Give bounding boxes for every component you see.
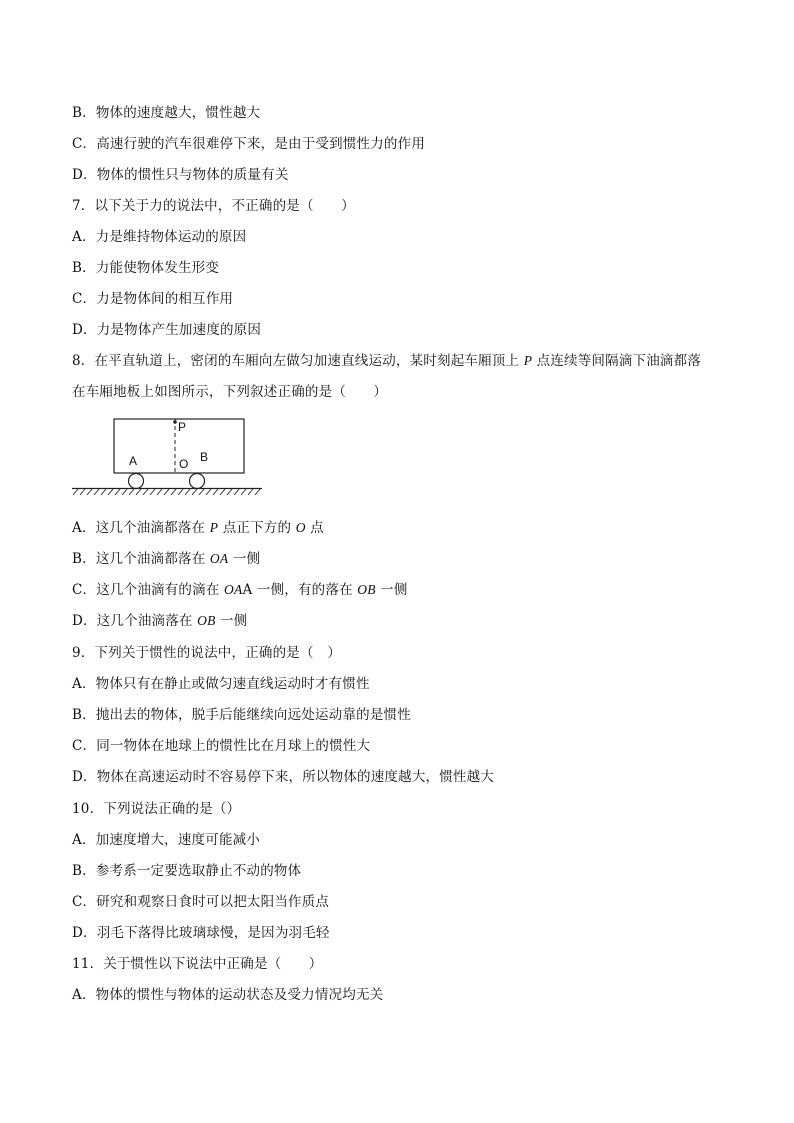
o8a-t2: 点正下方的 (218, 520, 296, 536)
o8b-t2: 一侧 (228, 551, 261, 567)
option-8c (72, 581, 408, 599)
option-7b: B．力能使物体发生形变 (72, 260, 220, 276)
question-10: 10．下列说法正确的是（） (72, 801, 241, 817)
o8d-t2: 一侧 (215, 613, 248, 629)
option-6b: B．物体的速度越大，惯性越大 (72, 105, 261, 121)
o8b-t1: B．这几个油滴都落在 (72, 551, 210, 567)
option-9d: D．物体在高速运动时不容易停下来，所以物体的速度越大，惯性越大 (72, 769, 495, 785)
o8a-p: P (209, 520, 219, 535)
question-8-line-2: 在车厢地板上如图所示，下列叙述正确的是（ ） (72, 384, 388, 400)
q8-text-1: 8．在平直轨道上，密闭的车厢向左做匀加速直线运动，某时刻起车厢顶上 (72, 353, 524, 369)
option-8b (72, 550, 260, 568)
option-10a: A．加速度增大，速度可能减小 (72, 832, 261, 848)
question-9: 9．下列关于惯性的说法中，正确的是（ ） (72, 645, 342, 661)
o8c-ob: OB (357, 582, 376, 597)
o8d-ob: OB (197, 613, 216, 628)
point-p-dot (173, 420, 177, 424)
label-b: B (200, 450, 209, 464)
option-11a: A．物体的惯性与物体的运动状态及受力情况均无关 (72, 987, 384, 1003)
label-o: O (179, 457, 189, 471)
option-7d: D．力是物体产生加速度的原因 (72, 322, 262, 338)
question-8-line-1 (72, 352, 701, 370)
o8a-o: O (295, 520, 306, 535)
option-10b: B．参考系一定要选取静止不动的物体 (72, 863, 302, 879)
option-10d: D．羽毛下落得比玻璃球慢，是因为羽毛轻 (72, 925, 330, 941)
train-car-figure (72, 415, 264, 495)
option-6c: C．高速行驶的汽车很难停下来，是由于受到惯性力的作用 (72, 136, 426, 152)
label-p: P (178, 420, 187, 434)
o8c-t1: C．这几个油滴有的滴在 (72, 582, 225, 598)
question-11: 11．关于惯性以下说法中正确是（ ） (72, 956, 323, 972)
o8c-oa: OA (224, 582, 243, 597)
question-7: 7．以下关于力的说法中，不正确的是（ ） (72, 198, 355, 214)
q8-point-p: P (523, 353, 533, 368)
o8c-t2: A 一侧，有的落在 (242, 582, 358, 598)
label-a: A (129, 454, 138, 468)
o8c-t3: 一侧 (375, 582, 408, 598)
option-9c: C．同一物体在地球上的惯性比在月球上的惯性大 (72, 738, 371, 754)
q8-text-2: 点连续等间隔滴下油滴都落 (532, 353, 702, 369)
ground-hatching (73, 489, 260, 495)
option-10c: C．研究和观察日食时可以把太阳当作质点 (72, 894, 330, 910)
left-wheel (129, 474, 144, 489)
option-6d: D．物体的惯性只与物体的质量有关 (72, 167, 289, 183)
option-7c: C．力是物体间的相互作用 (72, 291, 234, 307)
option-8a (72, 519, 324, 537)
option-9b: B．抛出去的物体，脱手后能继续向远处运动靠的是惯性 (72, 707, 411, 723)
option-7a: A．力是维持物体运动的原因 (72, 229, 247, 245)
right-wheel (190, 474, 205, 489)
o8d-t1: D．这几个油滴落在 (72, 613, 198, 629)
o8b-oa: OA (209, 551, 229, 566)
option-8d (72, 612, 247, 630)
option-9a: A．物体只有在静止或做匀速直线运动时才有惯性 (72, 676, 370, 692)
o8a-t1: A．这几个油滴都落在 (72, 520, 210, 536)
o8a-t3: 点 (305, 520, 324, 536)
